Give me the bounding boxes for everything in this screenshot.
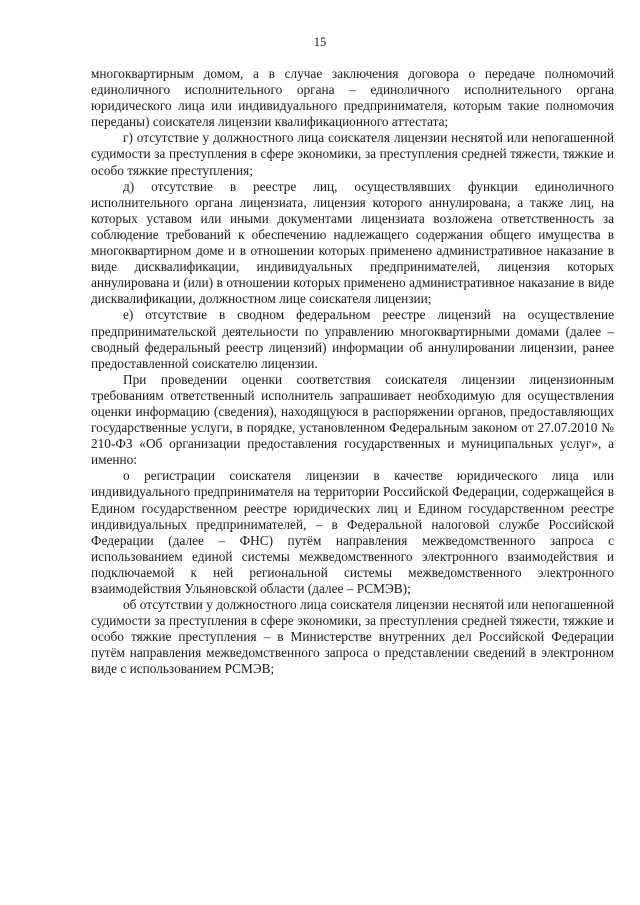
paragraph-assessment: При проведении оценки соответствия соискателя лицензии лицензионным требованиям ответственный исполнитель запрашивает необходимую для осуществления оценки информацию (сведения), находящуюся в распоряжении органов, предоставляющих государственные услуги, в порядке, установленном Федеральным законом от 27.07.2010 № 210-ФЗ «Об организации предоставления государственных и муниципальных услуг», а именно: xyxy=(91,371,614,468)
paragraph-item-e: е) отсутствие в сводном федеральном реестре лицензий на осуществление предпринимательской деятельности по управлению многоквартирными домами (далее – сводный федеральный реестр лицензий) информации об аннулировании лицензии, ранее предоставленной соискателю лицензии. xyxy=(91,307,614,371)
paragraph-continuation: многоквартирным домом, а в случае заключения договора о передаче полномочий единоличного исполнительного органа – единоличного исполнительного органа юридического лица или индивидуального предпринимателя, которым такие полномочия переданы) соискателя лицензии квалификационного аттестата; xyxy=(91,66,614,130)
paragraph-criminal-record: об отсутствии у должностного лица соискателя лицензии неснятой или непогашенной судимости за преступления в сфере экономики, за преступления средней тяжести, тяжкие и особо тяжкие преступления – в Министерстве внутренних дел Российской Федерации путём направления межведомственного запроса о представлении сведений в электронном виде с использованием РСМЭВ; xyxy=(91,597,614,677)
paragraph-item-g: г) отсутствие у должностного лица соискателя лицензии неснятой или непогашенной судимости за преступления в сфере экономики, за преступления средней тяжести, тяжкие и особо тяжкие преступления; xyxy=(91,130,614,178)
paragraph-item-d: д) отсутствие в реестре лиц, осуществлявших функции единоличного исполнительного органа лицензиата, лицензия которого аннулирована, а также лиц, на которых уставом или иными документами лицензиата возложена ответственность за соблюдение требований к обеспечению надлежащего содержания общего имущества в многоквартирном доме и в отношении которых применено административное наказание в виде дисквалификации, индивидуальных предпринимателей, лицензия которых аннулирована и (или) в отношении которых применено административное наказание в виде дисквалификации, должностном лице соискателя лицензии; xyxy=(91,178,614,307)
paragraph-registration: о регистрации соискателя лицензии в качестве юридического лица или индивидуального предпринимателя на территории Российской Федерации, содержащейся в Едином государственном реестре юридических лиц и Едином государственном реестре индивидуальных предпринимателей, – в Федеральной налоговой службе Российской Федерации (далее – ФНС) путём направления межведомственного запроса с использованием единой системы межведомственного электронного взаимодействия и подключаемой к ней региональной системы межведомственного электронного взаимодействия Ульяновской области (далее – РСМЭВ); xyxy=(91,468,614,596)
page-number: 15 xyxy=(313,35,327,49)
